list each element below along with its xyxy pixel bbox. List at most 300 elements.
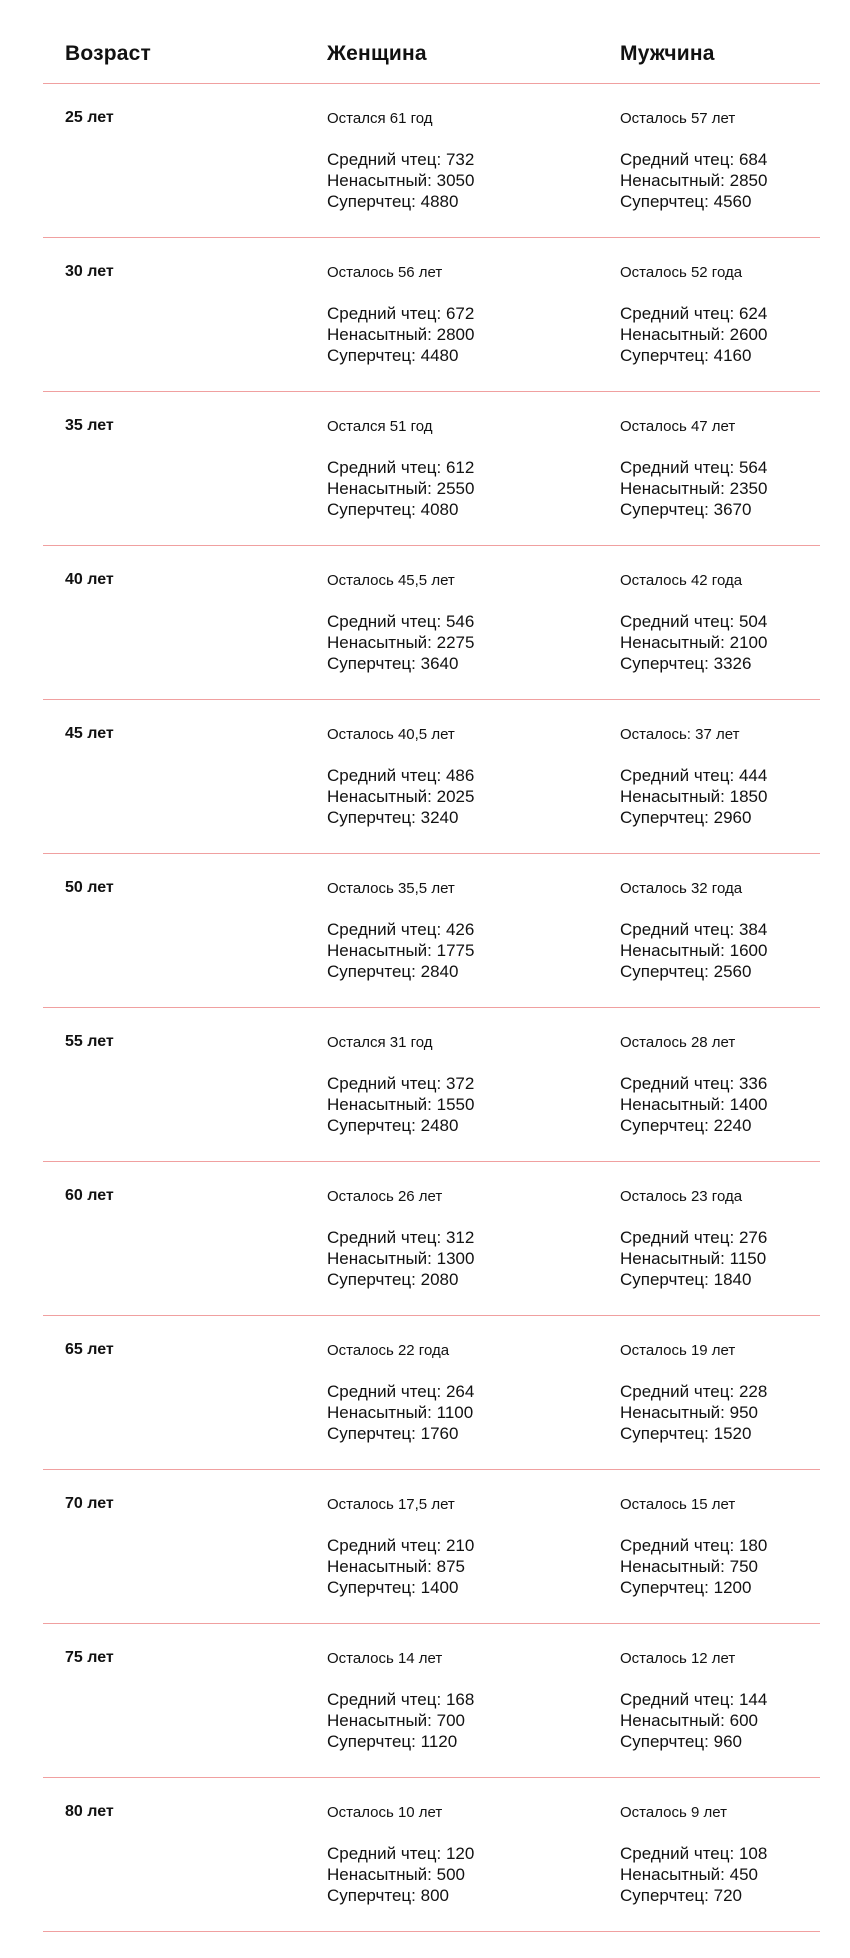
years-remaining: Осталось 17,5 лет xyxy=(327,1496,455,1513)
super-reader-label: Суперчтец: xyxy=(620,962,709,981)
insatiable-reader xyxy=(327,324,474,345)
book-counts xyxy=(327,611,474,674)
insatiable-reader-value: 2550 xyxy=(436,479,475,498)
man-cell xyxy=(620,572,767,674)
insatiable-reader xyxy=(327,786,474,807)
average-reader-value: 144 xyxy=(738,1690,768,1709)
average-reader-value: 624 xyxy=(738,304,768,323)
insatiable-reader-label: Ненасытный: xyxy=(620,171,725,190)
table-row xyxy=(43,1008,820,1162)
insatiable-reader-label: Ненасытный: xyxy=(620,787,725,806)
table-row xyxy=(43,84,820,238)
super-reader xyxy=(620,1115,767,1136)
insatiable-reader-value: 750 xyxy=(729,1557,759,1576)
age-label: 70 лет xyxy=(65,1495,114,1512)
average-reader-value: 384 xyxy=(738,920,768,939)
header-man: Мужчина xyxy=(620,42,715,65)
average-reader xyxy=(620,1227,767,1248)
average-reader-value: 210 xyxy=(445,1536,475,1555)
insatiable-reader-label: Ненасытный: xyxy=(620,1403,725,1422)
book-counts xyxy=(620,1535,767,1598)
super-reader-label: Суперчтец: xyxy=(327,500,416,519)
years-remaining: Осталось 28 лет xyxy=(620,1034,736,1051)
super-reader xyxy=(620,345,767,366)
table-row xyxy=(43,238,820,392)
average-reader-value: 426 xyxy=(445,920,475,939)
insatiable-reader xyxy=(327,1556,474,1577)
woman-cell xyxy=(327,880,474,982)
woman-cell xyxy=(327,264,474,366)
average-reader xyxy=(620,149,767,170)
insatiable-reader-value: 450 xyxy=(729,1865,759,1884)
average-reader-value: 486 xyxy=(445,766,475,785)
super-reader-label: Суперчтец: xyxy=(327,1424,416,1443)
age-label: 55 лет xyxy=(65,1033,114,1050)
super-reader-value: 1760 xyxy=(420,1424,459,1443)
average-reader xyxy=(327,1381,474,1402)
book-counts xyxy=(620,1843,767,1906)
age-label: 80 лет xyxy=(65,1803,114,1820)
insatiable-reader-label: Ненасытный: xyxy=(327,325,432,344)
super-reader-label: Суперчтец: xyxy=(327,1578,416,1597)
insatiable-reader-label: Ненасытный: xyxy=(620,633,725,652)
woman-cell xyxy=(327,1650,474,1752)
average-reader xyxy=(620,611,767,632)
woman-cell xyxy=(327,1342,474,1444)
average-reader-value: 228 xyxy=(738,1382,768,1401)
super-reader xyxy=(327,961,474,982)
man-cell xyxy=(620,726,767,828)
book-counts xyxy=(620,457,767,520)
insatiable-reader-value: 1400 xyxy=(729,1095,768,1114)
man-cell xyxy=(620,1804,767,1906)
insatiable-reader-value: 875 xyxy=(436,1557,466,1576)
book-counts xyxy=(327,303,474,366)
average-reader-value: 372 xyxy=(445,1074,475,1093)
average-reader xyxy=(327,149,474,170)
insatiable-reader-value: 500 xyxy=(436,1865,466,1884)
age-label: 50 лет xyxy=(65,879,114,896)
average-reader xyxy=(327,1689,474,1710)
super-reader-value: 1840 xyxy=(713,1270,752,1289)
woman-cell xyxy=(327,1496,474,1598)
average-reader-label: Средний чтец: xyxy=(620,458,735,477)
age-label: 40 лет xyxy=(65,571,114,588)
average-reader-label: Средний чтец: xyxy=(620,1382,735,1401)
average-reader-label: Средний чтец: xyxy=(327,920,442,939)
book-counts xyxy=(327,149,474,212)
insatiable-reader-label: Ненасытный: xyxy=(327,1557,432,1576)
insatiable-reader xyxy=(327,1710,474,1731)
super-reader-value: 3670 xyxy=(713,500,752,519)
woman-cell xyxy=(327,1188,474,1290)
insatiable-reader-value: 2850 xyxy=(729,171,768,190)
super-reader-value: 2840 xyxy=(420,962,459,981)
average-reader xyxy=(327,1535,474,1556)
super-reader-value: 2080 xyxy=(420,1270,459,1289)
book-counts xyxy=(620,611,767,674)
super-reader-label: Суперчтец: xyxy=(620,1732,709,1751)
average-reader-value: 732 xyxy=(445,150,475,169)
years-remaining: Осталось 40,5 лет xyxy=(327,726,455,743)
average-reader xyxy=(327,1073,474,1094)
table-body xyxy=(43,84,820,1932)
average-reader-label: Средний чтец: xyxy=(620,766,735,785)
insatiable-reader-value: 2275 xyxy=(436,633,475,652)
super-reader xyxy=(327,1885,474,1906)
years-remaining: Остался 51 год xyxy=(327,418,433,435)
years-remaining: Осталось: 37 лет xyxy=(620,726,740,743)
years-remaining: Осталось 35,5 лет xyxy=(327,880,455,897)
super-reader xyxy=(327,653,474,674)
average-reader xyxy=(620,1381,767,1402)
table-row xyxy=(43,1316,820,1470)
years-remaining: Осталось 19 лет xyxy=(620,1342,736,1359)
man-cell xyxy=(620,1650,767,1752)
super-reader-value: 2480 xyxy=(420,1116,459,1135)
average-reader xyxy=(620,1535,767,1556)
average-reader-label: Средний чтец: xyxy=(620,1536,735,1555)
super-reader-label: Суперчтец: xyxy=(620,1578,709,1597)
average-reader-label: Средний чтец: xyxy=(327,1382,442,1401)
reading-table xyxy=(43,0,820,1932)
average-reader-value: 264 xyxy=(445,1382,475,1401)
book-counts xyxy=(327,1535,474,1598)
insatiable-reader-label: Ненасытный: xyxy=(327,1865,432,1884)
super-reader xyxy=(327,1577,474,1598)
insatiable-reader-label: Ненасытный: xyxy=(620,1711,725,1730)
age-label: 25 лет xyxy=(65,109,114,126)
years-remaining: Остался 31 год xyxy=(327,1034,433,1051)
insatiable-reader-label: Ненасытный: xyxy=(327,1711,432,1730)
insatiable-reader-value: 1850 xyxy=(729,787,768,806)
average-reader xyxy=(327,765,474,786)
average-reader-value: 564 xyxy=(738,458,768,477)
average-reader xyxy=(620,1689,767,1710)
average-reader-value: 168 xyxy=(445,1690,475,1709)
insatiable-reader xyxy=(327,1864,474,1885)
insatiable-reader-label: Ненасытный: xyxy=(327,1249,432,1268)
average-reader xyxy=(620,919,767,940)
book-counts xyxy=(620,1689,767,1752)
man-cell xyxy=(620,1188,767,1290)
super-reader-value: 4160 xyxy=(713,346,752,365)
age-label: 60 лет xyxy=(65,1187,114,1204)
super-reader xyxy=(327,1423,474,1444)
insatiable-reader xyxy=(620,786,767,807)
insatiable-reader-label: Ненасытный: xyxy=(327,171,432,190)
average-reader-value: 336 xyxy=(738,1074,768,1093)
super-reader-value: 3640 xyxy=(420,654,459,673)
super-reader-label: Суперчтец: xyxy=(620,500,709,519)
insatiable-reader xyxy=(620,478,767,499)
book-counts xyxy=(620,303,767,366)
average-reader-label: Средний чтец: xyxy=(620,612,735,631)
years-remaining: Осталось 14 лет xyxy=(327,1650,443,1667)
super-reader-value: 2560 xyxy=(713,962,752,981)
table-row xyxy=(43,1470,820,1624)
average-reader-value: 108 xyxy=(738,1844,768,1863)
book-counts xyxy=(327,1227,474,1290)
years-remaining: Осталось 26 лет xyxy=(327,1188,443,1205)
super-reader-value: 720 xyxy=(713,1886,742,1905)
super-reader-label: Суперчтец: xyxy=(620,1116,709,1135)
average-reader-label: Средний чтец: xyxy=(327,150,442,169)
insatiable-reader-value: 2800 xyxy=(436,325,475,344)
average-reader-label: Средний чтец: xyxy=(327,612,442,631)
super-reader-value: 3326 xyxy=(713,654,752,673)
super-reader-value: 4880 xyxy=(420,192,459,211)
super-reader-value: 1120 xyxy=(420,1732,458,1751)
super-reader-label: Суперчтец: xyxy=(327,654,416,673)
super-reader-value: 1520 xyxy=(713,1424,752,1443)
book-counts xyxy=(327,1073,474,1136)
super-reader-label: Суперчтец: xyxy=(620,192,709,211)
insatiable-reader xyxy=(620,324,767,345)
insatiable-reader xyxy=(327,632,474,653)
insatiable-reader-label: Ненасытный: xyxy=(620,1557,725,1576)
super-reader-label: Суперчтец: xyxy=(620,808,709,827)
insatiable-reader xyxy=(327,940,474,961)
average-reader xyxy=(620,765,767,786)
super-reader-value: 960 xyxy=(713,1732,742,1751)
insatiable-reader-value: 1775 xyxy=(436,941,475,960)
average-reader-value: 504 xyxy=(738,612,768,631)
insatiable-reader xyxy=(327,170,474,191)
table-row xyxy=(43,854,820,1008)
super-reader xyxy=(620,961,767,982)
insatiable-reader xyxy=(620,1094,767,1115)
woman-cell xyxy=(327,110,474,212)
years-remaining: Осталось 22 года xyxy=(327,1342,450,1359)
average-reader-label: Средний чтец: xyxy=(327,1690,442,1709)
average-reader-value: 672 xyxy=(445,304,475,323)
average-reader-value: 546 xyxy=(445,612,475,631)
insatiable-reader xyxy=(620,1864,767,1885)
insatiable-reader-value: 3050 xyxy=(436,171,475,190)
age-label: 45 лет xyxy=(65,725,114,742)
average-reader-value: 276 xyxy=(738,1228,768,1247)
insatiable-reader xyxy=(620,632,767,653)
book-counts xyxy=(620,765,767,828)
years-remaining: Осталось 10 лет xyxy=(327,1804,443,1821)
super-reader-label: Суперчтец: xyxy=(327,1732,416,1751)
book-counts xyxy=(620,1073,767,1136)
insatiable-reader-label: Ненасытный: xyxy=(620,941,725,960)
years-remaining: Осталось 15 лет xyxy=(620,1496,736,1513)
average-reader-label: Средний чтец: xyxy=(327,1536,442,1555)
book-counts xyxy=(327,1689,474,1752)
super-reader-label: Суперчтец: xyxy=(620,654,709,673)
woman-cell xyxy=(327,418,474,520)
super-reader xyxy=(620,1269,767,1290)
super-reader xyxy=(620,1577,767,1598)
super-reader-label: Суперчтец: xyxy=(327,1116,416,1135)
average-reader xyxy=(620,1073,767,1094)
man-cell xyxy=(620,264,767,366)
super-reader-label: Суперчтец: xyxy=(327,1270,416,1289)
years-remaining: Осталось 57 лет xyxy=(620,110,736,127)
header-age: Возраст xyxy=(65,42,152,65)
super-reader-value: 4480 xyxy=(420,346,459,365)
insatiable-reader xyxy=(327,478,474,499)
insatiable-reader-value: 1600 xyxy=(729,941,768,960)
woman-cell xyxy=(327,572,474,674)
super-reader xyxy=(620,1423,767,1444)
super-reader-label: Суперчтец: xyxy=(620,1270,709,1289)
insatiable-reader-label: Ненасытный: xyxy=(620,1249,725,1268)
man-cell xyxy=(620,1034,767,1136)
insatiable-reader-label: Ненасытный: xyxy=(620,1095,725,1114)
man-cell xyxy=(620,1342,767,1444)
insatiable-reader-value: 1550 xyxy=(436,1095,475,1114)
average-reader xyxy=(620,1843,767,1864)
insatiable-reader-label: Ненасытный: xyxy=(620,1865,725,1884)
man-cell xyxy=(620,110,767,212)
woman-cell xyxy=(327,1804,474,1906)
age-label: 75 лет xyxy=(65,1649,114,1666)
insatiable-reader-value: 2600 xyxy=(729,325,768,344)
insatiable-reader-label: Ненасытный: xyxy=(327,1095,432,1114)
average-reader-label: Средний чтец: xyxy=(327,304,442,323)
book-counts xyxy=(620,149,767,212)
insatiable-reader-value: 1100 xyxy=(436,1403,474,1422)
super-reader-label: Суперчтец: xyxy=(620,1886,709,1905)
average-reader xyxy=(327,611,474,632)
insatiable-reader-value: 2100 xyxy=(729,633,768,652)
super-reader-label: Суперчтец: xyxy=(620,1424,709,1443)
super-reader-value: 4560 xyxy=(713,192,752,211)
super-reader xyxy=(620,807,767,828)
man-cell xyxy=(620,418,767,520)
average-reader xyxy=(620,303,767,324)
average-reader xyxy=(620,457,767,478)
average-reader-value: 120 xyxy=(445,1844,475,1863)
insatiable-reader-label: Ненасытный: xyxy=(620,479,725,498)
insatiable-reader xyxy=(620,1402,767,1423)
table-row xyxy=(43,1778,820,1932)
average-reader xyxy=(327,919,474,940)
average-reader-value: 612 xyxy=(445,458,475,477)
years-remaining: Осталось 56 лет xyxy=(327,264,443,281)
insatiable-reader-value: 1150 xyxy=(729,1249,767,1268)
insatiable-reader xyxy=(327,1094,474,1115)
super-reader-value: 2240 xyxy=(713,1116,752,1135)
super-reader-label: Суперчтец: xyxy=(327,1886,416,1905)
insatiable-reader-label: Ненасытный: xyxy=(327,633,432,652)
super-reader xyxy=(327,807,474,828)
table-row xyxy=(43,546,820,700)
insatiable-reader-value: 950 xyxy=(729,1403,759,1422)
years-remaining: Остался 61 год xyxy=(327,110,433,127)
table-header xyxy=(43,0,820,84)
insatiable-reader xyxy=(327,1248,474,1269)
average-reader-label: Средний чтец: xyxy=(620,1690,735,1709)
header-woman: Женщина xyxy=(327,42,427,65)
years-remaining: Осталось 52 года xyxy=(620,264,743,281)
insatiable-reader xyxy=(620,1710,767,1731)
average-reader xyxy=(327,303,474,324)
years-remaining: Осталось 47 лет xyxy=(620,418,736,435)
super-reader-value: 4080 xyxy=(420,500,459,519)
table-row xyxy=(43,700,820,854)
man-cell xyxy=(620,1496,767,1598)
woman-cell xyxy=(327,1034,474,1136)
average-reader-label: Средний чтец: xyxy=(620,150,735,169)
super-reader xyxy=(620,499,767,520)
insatiable-reader-label: Ненасытный: xyxy=(327,787,432,806)
age-label: 35 лет xyxy=(65,417,114,434)
super-reader-label: Суперчтец: xyxy=(327,808,416,827)
book-counts xyxy=(327,765,474,828)
super-reader xyxy=(620,1731,767,1752)
super-reader-value: 1400 xyxy=(420,1578,459,1597)
average-reader-label: Средний чтец: xyxy=(327,1844,442,1863)
table-row xyxy=(43,1162,820,1316)
super-reader-value: 1200 xyxy=(713,1578,752,1597)
insatiable-reader-label: Ненасытный: xyxy=(327,479,432,498)
super-reader-label: Суперчтец: xyxy=(620,346,709,365)
book-counts xyxy=(327,1843,474,1906)
insatiable-reader-label: Ненасытный: xyxy=(327,1403,432,1422)
insatiable-reader xyxy=(620,1248,767,1269)
insatiable-reader-value: 2350 xyxy=(729,479,768,498)
super-reader xyxy=(327,1731,474,1752)
average-reader xyxy=(327,1227,474,1248)
super-reader xyxy=(327,345,474,366)
average-reader-value: 180 xyxy=(738,1536,768,1555)
super-reader-label: Суперчтец: xyxy=(327,192,416,211)
years-remaining: Осталось 45,5 лет xyxy=(327,572,455,589)
insatiable-reader-value: 1300 xyxy=(436,1249,475,1268)
average-reader-label: Средний чтец: xyxy=(620,1228,735,1247)
super-reader xyxy=(327,499,474,520)
insatiable-reader xyxy=(620,170,767,191)
super-reader xyxy=(620,653,767,674)
super-reader-value: 800 xyxy=(420,1886,449,1905)
super-reader xyxy=(327,1115,474,1136)
average-reader-label: Средний чтец: xyxy=(327,1228,442,1247)
years-remaining: Осталось 32 года xyxy=(620,880,743,897)
insatiable-reader-value: 600 xyxy=(729,1711,759,1730)
insatiable-reader-value: 2025 xyxy=(436,787,475,806)
woman-cell xyxy=(327,726,474,828)
average-reader-label: Средний чтец: xyxy=(620,1074,735,1093)
average-reader-label: Средний чтец: xyxy=(327,1074,442,1093)
years-remaining: Осталось 9 лет xyxy=(620,1804,727,1821)
book-counts xyxy=(327,919,474,982)
insatiable-reader xyxy=(620,940,767,961)
years-remaining: Осталось 42 года xyxy=(620,572,743,589)
super-reader-value: 2960 xyxy=(713,808,752,827)
insatiable-reader xyxy=(327,1402,474,1423)
super-reader-label: Суперчтец: xyxy=(327,962,416,981)
years-remaining: Осталось 12 лет xyxy=(620,1650,736,1667)
super-reader xyxy=(620,191,767,212)
average-reader-label: Средний чтец: xyxy=(327,766,442,785)
average-reader-label: Средний чтец: xyxy=(620,304,735,323)
average-reader-value: 444 xyxy=(738,766,768,785)
insatiable-reader-label: Ненасытный: xyxy=(620,325,725,344)
super-reader-label: Суперчтец: xyxy=(327,346,416,365)
book-counts xyxy=(620,1227,767,1290)
book-counts xyxy=(620,1381,767,1444)
book-counts xyxy=(327,1381,474,1444)
super-reader-value: 3240 xyxy=(420,808,459,827)
average-reader-label: Средний чтец: xyxy=(327,458,442,477)
average-reader xyxy=(327,1843,474,1864)
average-reader-label: Средний чтец: xyxy=(620,920,735,939)
